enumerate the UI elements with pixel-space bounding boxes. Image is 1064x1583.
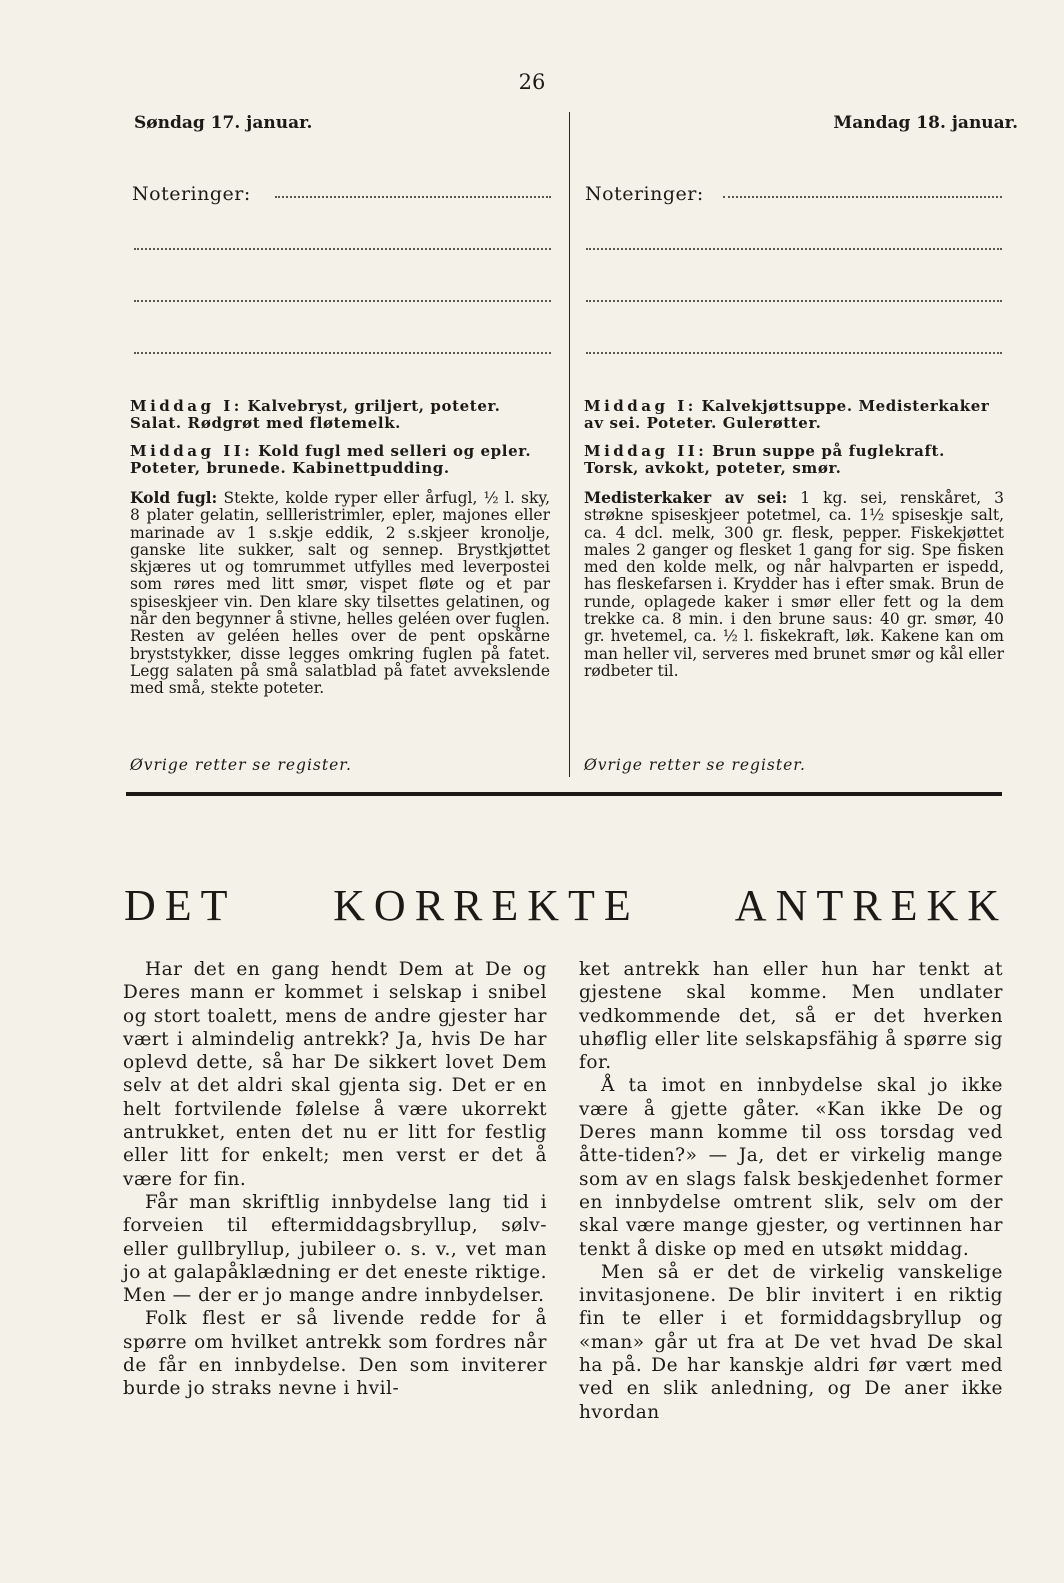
menu-dinner-1-right xyxy=(584,398,1004,432)
menu-text: Kold fugl med selleri og epler. Poteter, brunede. Kabinettpudding. xyxy=(130,442,532,477)
notes-label-right: Noteringer: xyxy=(585,183,704,205)
notes-dotted-line xyxy=(586,248,1002,250)
notes-dotted-line xyxy=(134,300,551,302)
article-paragraph: Men så er det de virkelig vanskelige invitasjonene. De blir invitert i en riktig fin te eller i et formiddagsbryllup og «man» går ut fra at De vet hvad De skal ha på. De har kanskje aldri før vært med ved en slik anledning, og De aner ikke hvordan xyxy=(579,1261,1003,1423)
notes-label-left: Noteringer: xyxy=(132,183,251,205)
menu-label: Middag I: xyxy=(584,397,697,415)
section-divider xyxy=(126,792,1002,796)
article-paragraph: Har det en gang hendt Dem at De og Deres mann er kommet i selskap i snibel og stort toalett, mens de andre gjester har vært i almindelig antrekk? Ja, hvis De har oplevd dette, så har De sikkert lovet Dem selv at det aldri skal gjenta sig. Det er en helt fortvilende følelse å være ukorrekt antrukket, enten det nu er litt for festlig eller litt for enkelt; men verst er det å være for fin. xyxy=(123,959,547,1190)
menu-dinner-1-left xyxy=(130,398,550,432)
article-paragraph: Folk flest er så livende redde for å spørre om hvilket antrekk som fordres når de får en innbydelse. Den som inviterer burde jo straks nevne i hvil- xyxy=(123,1308,547,1400)
date-monday: Mandag 18. januar. xyxy=(833,113,1018,133)
register-note-left: Øvrige retter se register. xyxy=(130,756,352,774)
menu-text: Kalvebryst, griljert, poteter. Salat. Rødgrøt med fløtemelk. xyxy=(130,397,501,432)
recipe-right xyxy=(584,489,1004,680)
notes-dotted-line xyxy=(134,352,551,354)
menu-text: Brun suppe på fuglekraft. Torsk, avkokt, poteter, smør. xyxy=(584,442,945,477)
article-paragraph: Får man skriftlig innbydelse lang tid i forveien til eftermiddagsbryllup, sølv- eller gullbryllup, jubileer o. s. v., vet man jo at galapåklædning er det eneste riktige. Men — der er jo mange andre innbydelser. xyxy=(123,1191,547,1307)
menu-label: Middag II: xyxy=(584,442,708,460)
notes-dotted-line xyxy=(586,352,1002,354)
article-column-right xyxy=(579,958,1003,1424)
notes-dotted-line xyxy=(134,248,551,250)
menu-text: Kalvekjøttsuppe. Medisterkaker av sei. Poteter. Gulerøtter. xyxy=(584,397,990,432)
column-divider xyxy=(569,112,570,777)
recipe-body: 1 kg. sei, renskåret, 3 strøkne spiseskjeer potetmel, ca. 1½ spiseskje salt, ca. 4 dcl. melk, 300 gr. flesk, pepper. Fiskekjøttet males 2 ganger og flesket 1 gang for sig. Spe fisken med den kolde melk, og når halvparten er ispedd, has fleskefarsen i. Krydder has i efter smak. Brun de runde, oplagede kaker i smør eller fett og la dem trekke ca. 8 min. i den brune saus: 40 gr. smør, 40 gr. hvetemel, ca. ½ l. fiskekraft, løk. Kakene kan om man heller vil, serveres med brunet smør og kål eller rødbeter til. xyxy=(584,489,1005,680)
menu-label: Middag II: xyxy=(130,442,254,460)
notes-dotted-line xyxy=(586,300,1002,302)
page-number: 26 xyxy=(518,70,546,94)
menu-label: Middag I: xyxy=(130,397,243,415)
recipe-left xyxy=(130,489,550,698)
article-column-left xyxy=(123,958,547,1401)
date-sunday: Søndag 17. januar. xyxy=(134,113,313,133)
notes-dotted-line xyxy=(275,196,551,198)
recipe-body: Stekte, kolde ryper eller årfugl, ½ l. sky, 8 plater gelatin, sellleristrimler, epler, majones eller marinade av 1 s.skje eddik, 2 s.skjeer kronolje, ganske lite sukker, salt og sennep. Brystkjøttet skjæres ut og tomrummet utfylles med leverpostei som røres med litt smør, vispet fløte og et par spiseskjeer vin. Den klare sky tilsettes gelatinen, og når den begynner å stivne, helles geléen over fuglen. Resten av geléen helles over de pent opskårne bryststykker, disse legges omkring fuglen på fatet. Legg salaten på små salatblad på fatet avvekslende med små, stekte poteter. xyxy=(130,489,550,698)
register-note-right: Øvrige retter se register. xyxy=(584,756,806,774)
menu-dinner-2-right xyxy=(584,443,1004,477)
recipe-title: Kold fugl: xyxy=(130,488,218,507)
menu-dinner-2-left xyxy=(130,443,550,477)
notes-dotted-line xyxy=(723,196,1002,198)
article-paragraph: Å ta imot en innbydelse skal jo ikke være å gjette gåter. «Kan ikke De og Deres mann komme til oss torsdag ved åtte-tiden?» — Ja, det er virkelig mange som av en slags falsk beskjedenhet former en innbydelse omtrent slik, selv om der skal være mange gjester, og vertinnen har tenkt å diske op med en utsøkt middag. xyxy=(579,1075,1003,1260)
article-title: DET KORREKTE ANTREKK xyxy=(124,881,1008,930)
recipe-title: Medisterkaker av sei: xyxy=(584,488,788,507)
article-paragraph: ket antrekk han eller hun har tenkt at gjestene skal komme. Men undlater vedkommende det, så er det hverken uhøflig eller lite selskapsfähig å spørre sig for. xyxy=(579,959,1003,1074)
